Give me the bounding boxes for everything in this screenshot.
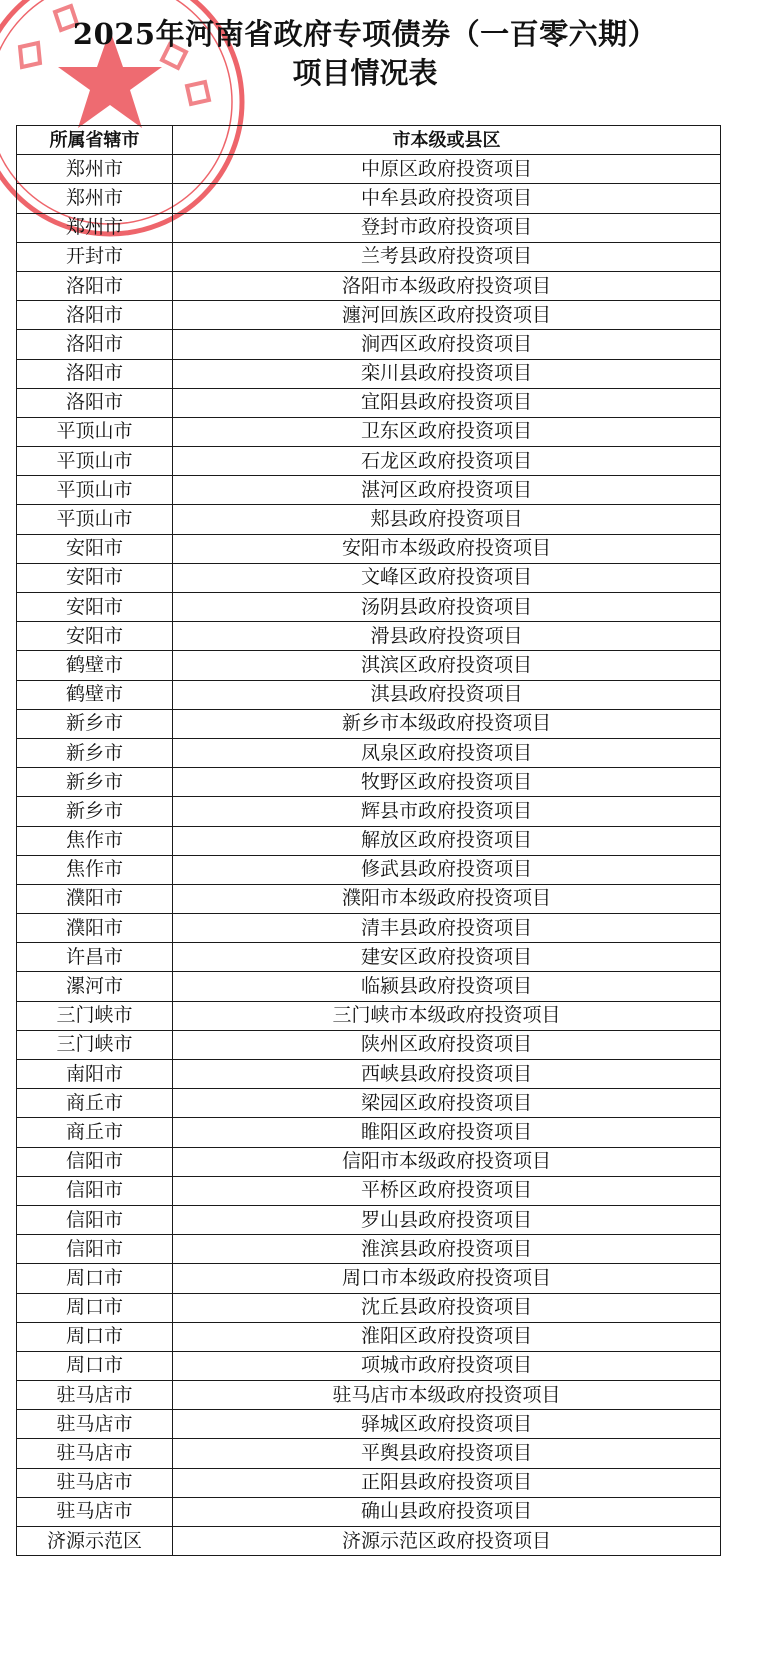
cell-project: 三门峡市本级政府投资项目 [173, 1001, 721, 1030]
cell-project: 解放区政府投资项目 [173, 826, 721, 855]
table-row [17, 1322, 721, 1351]
cell-city: 三门峡市 [17, 1030, 173, 1059]
cell-city: 郑州市 [17, 184, 173, 213]
cell-city: 商丘市 [17, 1118, 173, 1147]
cell-project: 宜阳县政府投资项目 [173, 388, 721, 417]
cell-city: 鹤壁市 [17, 680, 173, 709]
table-row [17, 593, 721, 622]
document-title [0, 14, 730, 92]
cell-project: 安阳市本级政府投资项目 [173, 534, 721, 563]
cell-city: 驻马店市 [17, 1468, 173, 1497]
cell-project: 凤泉区政府投资项目 [173, 738, 721, 767]
table-row [17, 1089, 721, 1118]
cell-project: 新乡市本级政府投资项目 [173, 709, 721, 738]
cell-city: 濮阳市 [17, 914, 173, 943]
table-row [17, 1439, 721, 1468]
cell-project: 淮阳区政府投资项目 [173, 1322, 721, 1351]
cell-city: 新乡市 [17, 738, 173, 767]
cell-city: 南阳市 [17, 1060, 173, 1089]
table-row [17, 1001, 721, 1030]
cell-project: 梁园区政府投资项目 [173, 1089, 721, 1118]
table-row [17, 417, 721, 446]
table-row [17, 797, 721, 826]
cell-project: 卫东区政府投资项目 [173, 417, 721, 446]
cell-project: 周口市本级政府投资项目 [173, 1264, 721, 1293]
cell-city: 信阳市 [17, 1176, 173, 1205]
table-row [17, 359, 721, 388]
cell-city: 漯河市 [17, 972, 173, 1001]
cell-project: 睢阳区政府投资项目 [173, 1118, 721, 1147]
cell-project: 项城市政府投资项目 [173, 1351, 721, 1380]
table-row [17, 155, 721, 184]
cell-project: 辉县市政府投资项目 [173, 797, 721, 826]
table-row [17, 563, 721, 592]
cell-project: 濮阳市本级政府投资项目 [173, 884, 721, 913]
cell-city: 洛阳市 [17, 301, 173, 330]
cell-city: 驻马店市 [17, 1410, 173, 1439]
cell-city: 济源示范区 [17, 1527, 173, 1556]
cell-project: 西峡县政府投资项目 [173, 1060, 721, 1089]
cell-project: 驻马店市本级政府投资项目 [173, 1381, 721, 1410]
cell-city: 新乡市 [17, 797, 173, 826]
table-row [17, 972, 721, 1001]
table-body [17, 155, 721, 1556]
cell-city: 驻马店市 [17, 1381, 173, 1410]
cell-project: 牧野区政府投资项目 [173, 768, 721, 797]
cell-project: 确山县政府投资项目 [173, 1497, 721, 1526]
table-row [17, 447, 721, 476]
cell-city: 信阳市 [17, 1147, 173, 1176]
cell-project: 汤阴县政府投资项目 [173, 593, 721, 622]
cell-project: 淇滨区政府投资项目 [173, 651, 721, 680]
table-row [17, 1205, 721, 1234]
cell-project: 修武县政府投资项目 [173, 855, 721, 884]
cell-project: 沈丘县政府投资项目 [173, 1293, 721, 1322]
table-header-row [17, 126, 721, 155]
cell-project: 滑县政府投资项目 [173, 622, 721, 651]
table-row [17, 242, 721, 271]
table-row [17, 768, 721, 797]
header-district: 市本级或县区 [173, 126, 721, 155]
cell-project: 登封市政府投资项目 [173, 213, 721, 242]
cell-project: 兰考县政府投资项目 [173, 242, 721, 271]
table-row [17, 1381, 721, 1410]
table-row [17, 651, 721, 680]
cell-city: 新乡市 [17, 709, 173, 738]
table-row [17, 184, 721, 213]
cell-city: 焦作市 [17, 855, 173, 884]
cell-city: 周口市 [17, 1293, 173, 1322]
cell-city: 洛阳市 [17, 271, 173, 300]
cell-city: 安阳市 [17, 622, 173, 651]
cell-project: 洛阳市本级政府投资项目 [173, 271, 721, 300]
cell-city: 鹤壁市 [17, 651, 173, 680]
cell-project: 石龙区政府投资项目 [173, 447, 721, 476]
table-row [17, 213, 721, 242]
cell-project: 平舆县政府投资项目 [173, 1439, 721, 1468]
table-row [17, 330, 721, 359]
cell-project: 清丰县政府投资项目 [173, 914, 721, 943]
table-row [17, 1293, 721, 1322]
table-row [17, 301, 721, 330]
project-table [16, 125, 721, 1556]
cell-city: 安阳市 [17, 563, 173, 592]
cell-city: 三门峡市 [17, 1001, 173, 1030]
cell-project: 淮滨县政府投资项目 [173, 1235, 721, 1264]
table-row [17, 1410, 721, 1439]
cell-project: 驿城区政府投资项目 [173, 1410, 721, 1439]
table-row [17, 271, 721, 300]
cell-city: 洛阳市 [17, 330, 173, 359]
table-row [17, 1030, 721, 1059]
table-row [17, 1147, 721, 1176]
table-row [17, 388, 721, 417]
cell-project: 文峰区政府投资项目 [173, 563, 721, 592]
cell-project: 瀍河回族区政府投资项目 [173, 301, 721, 330]
cell-city: 驻马店市 [17, 1439, 173, 1468]
table-row [17, 1497, 721, 1526]
cell-city: 焦作市 [17, 826, 173, 855]
cell-city: 平顶山市 [17, 476, 173, 505]
table-row [17, 826, 721, 855]
cell-city: 许昌市 [17, 943, 173, 972]
cell-project: 罗山县政府投资项目 [173, 1205, 721, 1234]
cell-city: 新乡市 [17, 768, 173, 797]
table-row [17, 476, 721, 505]
cell-project: 中原区政府投资项目 [173, 155, 721, 184]
cell-city: 平顶山市 [17, 447, 173, 476]
header-city: 所属省辖市 [17, 126, 173, 155]
cell-city: 安阳市 [17, 593, 173, 622]
table-row [17, 622, 721, 651]
table-row [17, 884, 721, 913]
cell-city: 平顶山市 [17, 505, 173, 534]
table-row [17, 914, 721, 943]
table-row [17, 855, 721, 884]
cell-project: 郏县政府投资项目 [173, 505, 721, 534]
cell-city: 驻马店市 [17, 1497, 173, 1526]
table-row [17, 943, 721, 972]
cell-city: 洛阳市 [17, 359, 173, 388]
cell-city: 周口市 [17, 1322, 173, 1351]
table-row [17, 1351, 721, 1380]
table-row [17, 1468, 721, 1497]
table-row [17, 1527, 721, 1556]
cell-city: 郑州市 [17, 155, 173, 184]
table-row [17, 534, 721, 563]
title-line-1: 2025年河南省政府专项债券（一百零六期） [72, 17, 658, 51]
cell-project: 正阳县政府投资项目 [173, 1468, 721, 1497]
cell-project: 建安区政府投资项目 [173, 943, 721, 972]
cell-city: 洛阳市 [17, 388, 173, 417]
cell-project: 湛河区政府投资项目 [173, 476, 721, 505]
cell-project: 栾川县政府投资项目 [173, 359, 721, 388]
table-row [17, 1264, 721, 1293]
cell-city: 周口市 [17, 1264, 173, 1293]
cell-city: 平顶山市 [17, 417, 173, 446]
cell-project: 信阳市本级政府投资项目 [173, 1147, 721, 1176]
cell-city: 信阳市 [17, 1235, 173, 1264]
table-row [17, 1060, 721, 1089]
table-row [17, 1235, 721, 1264]
cell-project: 涧西区政府投资项目 [173, 330, 721, 359]
table-row [17, 680, 721, 709]
table-row [17, 1176, 721, 1205]
cell-city: 濮阳市 [17, 884, 173, 913]
cell-project: 济源示范区政府投资项目 [173, 1527, 721, 1556]
cell-city: 安阳市 [17, 534, 173, 563]
table-row [17, 738, 721, 767]
cell-project: 中牟县政府投资项目 [173, 184, 721, 213]
cell-city: 郑州市 [17, 213, 173, 242]
cell-project: 临颍县政府投资项目 [173, 972, 721, 1001]
cell-city: 开封市 [17, 242, 173, 271]
cell-project: 陕州区政府投资项目 [173, 1030, 721, 1059]
cell-city: 周口市 [17, 1351, 173, 1380]
table-row [17, 709, 721, 738]
table-row [17, 505, 721, 534]
table-row [17, 1118, 721, 1147]
cell-city: 商丘市 [17, 1089, 173, 1118]
cell-project: 淇县政府投资项目 [173, 680, 721, 709]
cell-city: 信阳市 [17, 1205, 173, 1234]
cell-project: 平桥区政府投资项目 [173, 1176, 721, 1205]
title-line-2: 项目情况表 [292, 56, 438, 90]
